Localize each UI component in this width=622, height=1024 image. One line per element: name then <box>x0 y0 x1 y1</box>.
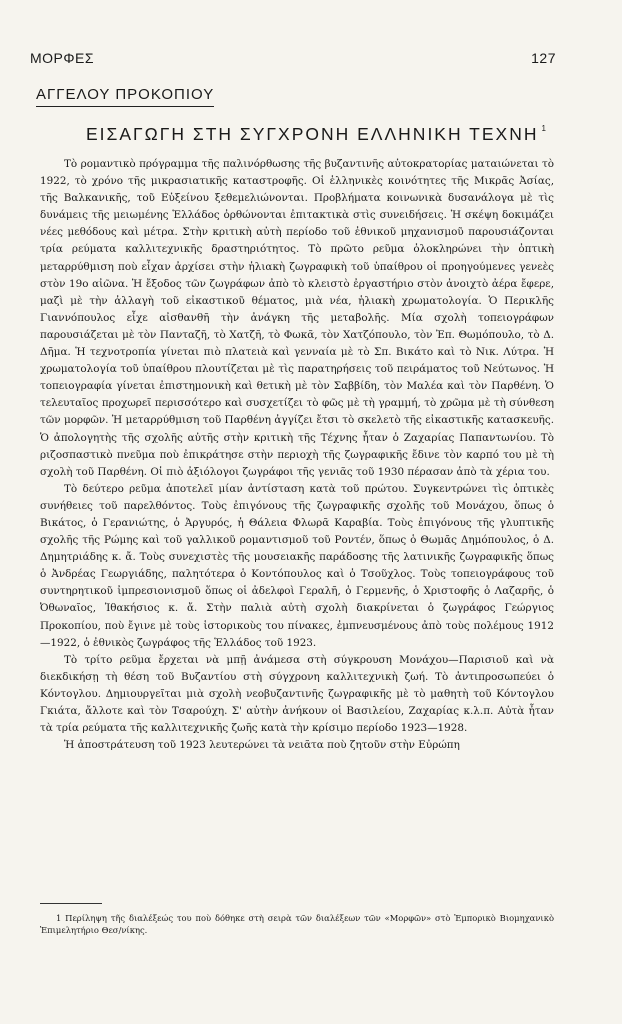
article-title <box>86 124 546 145</box>
running-header <box>30 50 556 66</box>
author-underline <box>36 106 214 107</box>
paragraph: Ἡ ἀποστράτευση τοῦ 1923 λευτερώνει τὰ νειᾶτα ποὺ ζητοῦν στὴν Εὐρώπη <box>64 739 460 752</box>
page-number: 127 <box>531 50 556 66</box>
paragraph: Τὸ δεύτερο ρεῦμα ἀποτελεῖ μίαν ἀντίσταση κατὰ τοῦ πρώτου. Συγκεντρώνει τὶς ὀπτικὲς συνήθειες τοῦ παρελθόντος. Τοὺς ἐπιγόνους τῆς ζωγραφικῆς σχολῆς τοῦ Μονάχου, ὅπως ὁ Βικάτος, ὁ Γερανιώτης, ὁ Ἀργυρός, ἡ Θάλεια Φλωρᾶ Καραβία. Τοὺς ἐπιγόνους τῆς γλυπτικῆς σχολῆς τῆς Ρώμης καὶ τοῦ γαλλικοῦ ρομαντισμοῦ τοῦ Ροντέν, ὅπως ὁ Θωμᾶς Δημόπουλος, ὁ Δ. Δημητριάδης κ. ἄ. Τοὺς συνεχιστὲς τῆς μουσειακῆς παράδοσης τῆς λατινικῆς ζωγραφικῆς ὅπως ὁ Ἀνδρέας Γεωργιάδης, παλητότερα ὁ Κοντόπουλος καὶ ὁ Τσοῦχλος. Τοὺς τοπειογράφους τοῦ συντηρητικοῦ ἰμπρεσιονισμοῦ ὅπως οἱ ἀδελφοὶ Γεραλῆ, ὁ Γερμενῆς, ὁ Χριστοφῆς ὁ Λαζαρῆς, ὁ Ὀθωναῖος, Ἰθακήσιος κ. ἄ. Στὴν παλιὰ αὐτὴ σχολὴ διακρίνεται ὁ ζωγράφος Γεώργιος Προκοπίου, ποὺ ἔγινε μὲ τοὺς ἱστορικοὺς του πίνακες, ἐμπνευσμένους ἀπὸ τοὺς πολέμους 1912—1922, ὁ ἐθνικὸς ζωγράφος τῆς Ἑλλάδος τοῦ 1923. <box>40 482 554 649</box>
footnote: 1 Περίληψη τῆς διαλέξεώς του ποὺ δόθηκε στὴ σειρὰ τῶν διαλέξεων τῶν «Μορφῶν» στὸ Ἐμπορικὸ Βιομηχανικὸ Ἐπιμελητήριο Θεσ/νίκης. <box>40 913 554 935</box>
author-name: ΑΓΓΕΛΟΥ ΠΡΟΚΟΠΙΟΥ <box>36 86 215 103</box>
article-body <box>40 156 554 754</box>
article-title-text: ΕΙΣΑΓΩΓΗ ΣΤΗ ΣΥΓΧΡΟΝΗ ΕΛΛΗΝΙΚΗ ΤΕΧΝΗ <box>86 124 539 144</box>
paragraph: Τὸ ρομαντικὸ πρόγραμμα τῆς παλινόρθωσης τῆς βυζαντινῆς αὐτοκρατορίας ματαιώνεται τὸ 1922, τὸ χρόνο τῆς μικρασιατικῆς καταστροφῆς. Οἱ ἑλληνικὲς κοινότητες τῆς Μικρᾶς Ἀσίας, τῆς Βαλκανικῆς, τοῦ Εὐξείνου ξεθεμελιώνονται. Προβλήματα κοινωνικὰ δυσανάλογα μὲ τὶς δυνάμεις τῆς μειωμένης Ἑλλάδος ὀρθώνονται ἐπιτακτικὰ στὶς συνειδήσεις. Ἡ σκέψη δοκιμάζει νέες μεθόδους καὶ μέτρα. Στὴν κριτικὴ αὐτὴ περίοδο τοῦ ἐθνικοῦ μηχανισμοῦ παρουσιάζονται τρία ρεύματα καλλιτεχνικῆς δραστηριότητος. Τὸ πρῶτο ρεῦμα ὁλοκληρώνει τὴν ὀπτικὴ μεταρρύθμιση ποὺ εἶχαν ἀρχίσει στὴν ἡλιακὴ ζωγραφικὴ τοῦ ὑπαίθρου οἱ προηγούμενες γενεὲς στὸν 19ο αἰῶνα. Ἡ ἔξοδος τῶν ζωγράφων ἀπὸ τὸ κλειστὸ ἐργαστήριο στὸν ἀνοιχτὸ ἀέρα ἔφερε, μαζὶ μὲ τὴν ἀλλαγὴ τοῦ εἰκαστικοῦ θέματος, μιὰ νέα, ἡλιακὴ χρωματολογία. Ὁ Περικλῆς Γιαννόπουλος εἶχε αἰσθανθῆ τὴν ἀνάγκη τῆς μεταβολῆς. Μία σχολὴ τοπειογράφων παρουσιάζεται μὲ τὸν Πανταζῆ, τὸ Χατζῆ, τὸ Φωκᾶ, τὸν Χατζόπουλο, τὸν Ἐπ. Θωμόπουλο, τὸ Δ. Δῆμα. Ἡ τεχνοτροπία γίνεται πιὸ πλατειὰ καὶ γενναία μὲ τὸ Σπ. Βικάτο καὶ τὸ Νικ. Λύτρα. Ἡ χρωματολογία τοῦ ὑπαίθρου πλουτίζεται μὲ τὶς παρατηρήσεις τοῦ πειράματος τοῦ Νεύτωνος. Ἡ τοπειογραφία γίνεται ἐπιστημονικὴ καὶ θετικὴ μὲ τὸν Σαββίδη, τὸν Μαλέα καὶ τὸν Παρθένη. Ὁ τελευταῖος προχωρεῖ περισσότερο καὶ συσχετίζει τὸ φῶς μὲ τὴ γραμμή, τὸ χρῶμα μὲ τὴ σύνθεση τῶν μορφῶν. Ἡ μεταρρύθμιση τοῦ Παρθένη ἀγγίζει ἔτσι τὸ σκελετὸ τῆς εἰκαστικῆς κατασκευῆς. Ὁ ἀπολογητὴς τῆς σχολῆς αὐτῆς στὴν κριτικὴ τῆς Τέχνης ἦταν ὁ Ζαχαρίας Παπαντωνίου. Τὸ ριζοσπαστικὸ πνεῦμα ποὺ ἐπικράτησε στὴν περιοχὴ τῆς ζωγραφικῆς ἔδινε τὸν καρπό του μὲ τὴ σχολὴ τοῦ Παρθένη. Οἱ πιὸ ἀξιόλογοι ζωγράφοι τῆς γενιᾶς τοῦ 1930 πέρασαν ἀπὸ τὰ χέρια του. <box>40 158 554 478</box>
footnote-separator <box>40 903 102 904</box>
journal-name: ΜΟΡΦΕΣ <box>30 50 95 66</box>
title-footnote-mark: 1 <box>541 124 546 133</box>
paragraph: Τὸ τρίτο ρεῦμα ἔρχεται νὰ μπῇ ἀνάμεσα στὴ σύγκρουση Μονάχου—Παρισιοῦ καὶ νὰ διεκδικήσῃ τὴ θέση τοῦ Βυζαντίου στὴ σύγχρονη καλλιτεχνικὴ ζωή. Τὸ ἀντιπροσωπεύει ὁ Κόντογλου. Δημιουργεῖται μιὰ σχολὴ νεοβυζαντινῆς ζωγραφικῆς μὲ τὸ μαθητὴ τοῦ Κόντογλου Γκιάτα, ἄλλοτε καὶ τὸν Τσαρούχη. Σ' αὐτὴν ἀνήκουν οἱ Βασιλείου, Ζαχαρίας κ.λ.π. Αὐτὰ ἦταν τὰ τρία ρεύματα τῆς καλλιτεχνικῆς ζωῆς κατὰ τὴν κρίσιμο περίοδο 1923—1928. <box>40 653 554 735</box>
